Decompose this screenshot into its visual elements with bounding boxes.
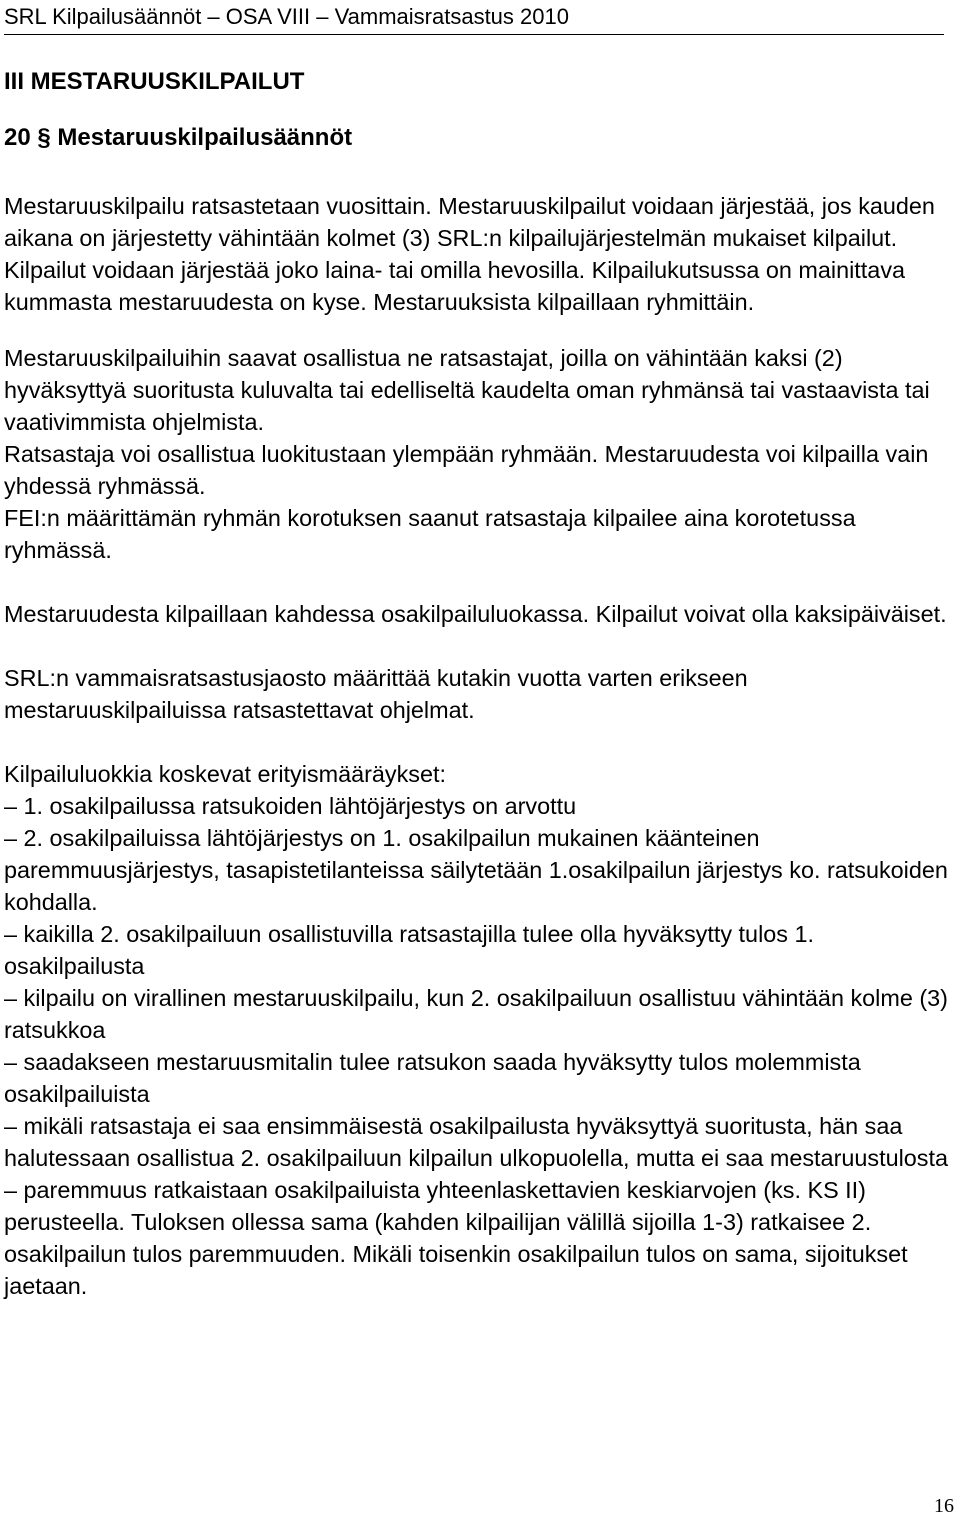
paragraph-eligibility: Mestaruuskilpailuihin saavat osallistua ne ratsastajat, joilla on vähintään kaksi (2) hyväksyttyä suoritusta kuluvalta tai edelliseltä kaudelta oman ryhmänsä tai vastaavista tai vaativimmista ohjelmista.: [4, 345, 930, 435]
special-rule-item: – paremmuus ratkaistaan osakilpailuista yhteenlaskettavien keskiarvojen (ks. KS II) perusteella. Tuloksen ollessa sama (kahden kilpailijan välillä sijoilla 1-3) ratkaisee 2. osakilpailun tulos paremmuuden. Mikäli toisenkin osakilpailun tulos on sama, sijoitukset jaetaan.: [4, 1177, 908, 1299]
page-content: [4, 66, 952, 1302]
paragraph-upper-group: Ratsastaja voi osallistua luokitustaan ylempään ryhmään. Mestaruudesta voi kilpailla vain yhdessä ryhmässä.: [4, 441, 929, 499]
special-rule-item: – 2. osakilpailuissa lähtöjärjestys on 1. osakilpailun mukainen käänteinen paremmuusjärjestys, tasapistetilanteissa säilytetään 1.osakilpailun järjestys ko. ratsukoiden kohdalla.: [4, 825, 948, 915]
special-rule-item: – kaikilla 2. osakilpailuun osallistuvilla ratsastajilla tulee olla hyväksytty tulos 1. osakilpailusta: [4, 921, 814, 979]
special-rule-item: – mikäli ratsastaja ei saa ensimmäisestä osakilpailusta hyväksyttyä suoritusta, hän saa halutessaan osallistua 2. osakilpailuun kilpailun ulkopuolella, mutta ei saa mestaruustulosta: [4, 1113, 948, 1171]
special-rules-heading: Kilpailuluokkia koskevat erityismääräykset:: [4, 761, 447, 787]
special-rule-item: – 1. osakilpailussa ratsukoiden lähtöjärjestys on arvottu: [4, 793, 577, 819]
special-rule-item: – saadakseen mestaruusmitalin tulee ratsukon saada hyväksytty tulos molemmista osakilpailuista: [4, 1049, 861, 1107]
section-heading: III MESTARUUSKILPAILUT: [4, 68, 305, 95]
special-rule-item: – kilpailu on virallinen mestaruuskilpailu, kun 2. osakilpailuun osallistuu vähintään kolme (3) ratsukkoa: [4, 985, 948, 1043]
paragraph-programs: SRL:n vammaisratsastusjaosto määrittää kutakin vuotta varten erikseen mestaruuskilpailuissa ratsastettavat ohjelmat.: [4, 665, 748, 723]
running-header: SRL Kilpailusäännöt – OSA VIII – Vammaisratsastus 2010: [4, 4, 944, 35]
paragraph-championship-general: Mestaruuskilpailu ratsastetaan vuosittain. Mestaruuskilpailut voidaan järjestää, jos kauden aikana on järjestetty vähintään kolmet (3) SRL:n kilpailujärjestelmän mukaiset kilpailut. Kilpailut voidaan järjestää joko laina- tai omilla hevosilla. Kilpailukutsussa on mainittava kummasta mestaruudesta on kyse. Mestaruuksista kilpaillaan ryhmittäin.: [4, 193, 935, 315]
paragraph-two-classes: Mestaruudesta kilpaillaan kahdessa osakilpailuluokassa. Kilpailut voivat olla kaksipäiväiset.: [4, 601, 947, 627]
page-number: 16: [934, 1495, 954, 1517]
paragraph-fei-group: FEI:n määrittämän ryhmän korotuksen saanut ratsastaja kilpailee aina korotetussa ryhmässä.: [4, 505, 856, 563]
rule-title: 20 § Mestaruuskilpailusäännöt: [4, 124, 353, 151]
